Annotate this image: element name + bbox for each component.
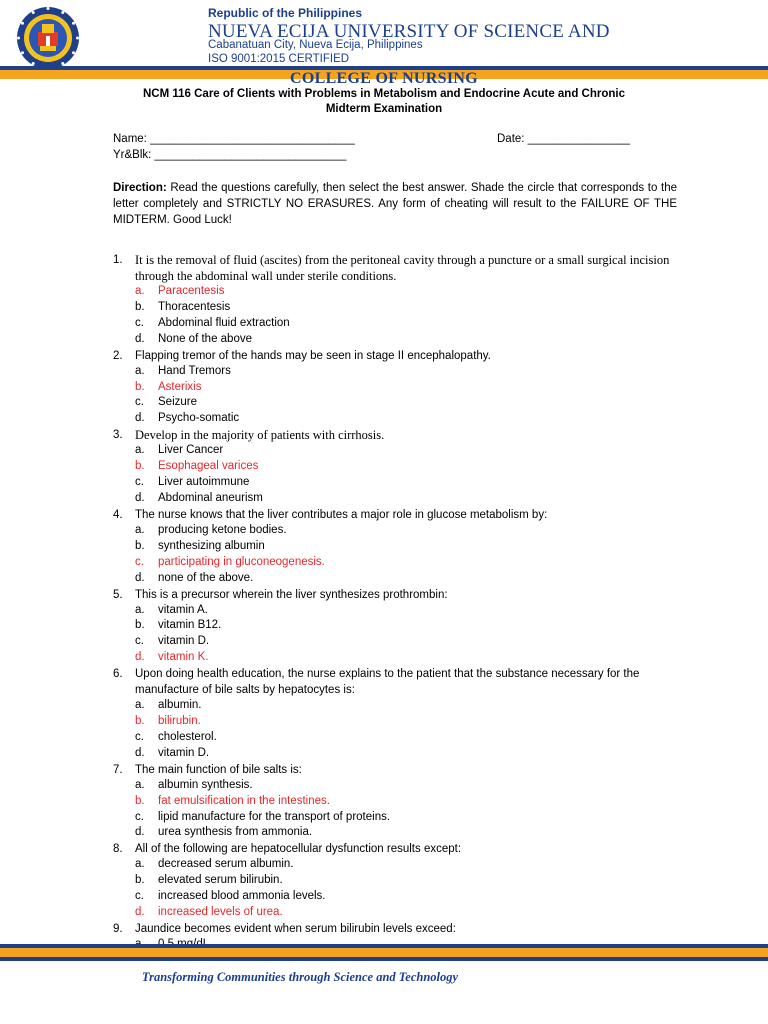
question-number: 7. — [113, 763, 123, 776]
answer-option[interactable] — [113, 603, 683, 619]
option-text: increased levels of urea. — [158, 906, 283, 919]
answer-option[interactable] — [113, 825, 683, 841]
option-text: Hand Tremors — [158, 364, 231, 377]
option-text: Seizure — [158, 396, 197, 409]
answer-option[interactable] — [113, 746, 683, 762]
option-letter: a. — [135, 699, 145, 712]
option-text: increased blood ammonia levels. — [158, 890, 326, 903]
answer-option[interactable] — [113, 459, 683, 475]
option-letter: c. — [135, 316, 144, 329]
answer-option[interactable] — [113, 778, 683, 794]
answer-option[interactable] — [113, 794, 683, 810]
answer-option[interactable] — [113, 364, 683, 380]
question-item — [113, 252, 683, 348]
question-number: 3. — [113, 429, 123, 442]
option-text: none of the above. — [158, 571, 254, 584]
option-text: lipid manufacture for the transport of proteins. — [158, 810, 391, 823]
option-letter: a. — [135, 603, 145, 616]
answer-option[interactable] — [113, 571, 683, 587]
question-item — [113, 427, 683, 507]
question-text: Develop in the majority of patients with cirrhosis. — [135, 428, 385, 443]
answer-option[interactable] — [113, 905, 683, 921]
university-name: NUEVA ECIJA UNIVERSITY OF SCIENCE AND — [208, 21, 610, 42]
question-item — [113, 666, 683, 762]
date-field[interactable]: Date: ________________ — [497, 133, 631, 145]
country-label: Republic of the Philippines — [208, 6, 363, 20]
option-letter: c. — [135, 635, 144, 648]
answer-option[interactable] — [113, 889, 683, 905]
question-number: 6. — [113, 668, 123, 681]
answer-option[interactable] — [113, 650, 683, 666]
answer-option[interactable] — [113, 491, 683, 507]
option-text: vitamin B12. — [158, 619, 222, 632]
question-stem — [113, 348, 683, 364]
question-item — [113, 348, 683, 428]
option-letter: b. — [135, 380, 145, 393]
option-text: producing ketone bodies. — [158, 523, 287, 536]
question-number: 9. — [113, 923, 123, 935]
question-text: All of the following are hepatocellular dysfunction results except: — [135, 843, 462, 856]
option-text: Paracentesis — [158, 285, 225, 297]
option-letter: b. — [135, 539, 145, 552]
question-stem — [113, 921, 683, 937]
question-text: It is the removal of fluid (ascites) from the peritoneal cavity through a puncture or a small surgical incision through the abdominal wall under sterile conditions. — [135, 253, 670, 283]
option-text: fat emulsification in the intestines. — [158, 794, 330, 807]
option-text: albumin synthesis. — [158, 778, 253, 791]
option-letter: b. — [135, 715, 145, 728]
option-text: decreased serum albumin. — [158, 858, 294, 871]
college-title: COLLEGE OF NURSING — [290, 70, 478, 87]
answer-option[interactable] — [113, 284, 683, 300]
answer-option[interactable] — [113, 873, 683, 889]
question-stem — [113, 762, 683, 778]
city-label: Cabanatuan City, Nueva Ecija, Philippines — [208, 39, 423, 51]
option-text: cholesterol. — [158, 730, 217, 743]
option-text: vitamin K. — [158, 651, 209, 664]
footer-band-orange — [0, 948, 768, 957]
question-item — [113, 507, 683, 587]
question-text: Jaundice becomes evident when serum bilirubin levels exceed: — [135, 923, 456, 935]
question-text: The nurse knows that the liver contributes a major role in glucose metabolism by: — [135, 508, 548, 521]
footer-tagline: Transforming Communities through Science and Technology — [141, 970, 459, 984]
question-number: 8. — [113, 843, 123, 856]
question-item — [113, 841, 683, 921]
answer-option[interactable] — [113, 332, 683, 348]
option-letter: b. — [135, 460, 145, 473]
answer-option[interactable] — [113, 395, 683, 411]
option-text: synthesizing albumin — [158, 539, 265, 552]
iso-certification: ISO 9001:2015 CERTIFIED — [208, 53, 350, 65]
question-stem — [113, 841, 683, 857]
university-seal-logo — [16, 6, 80, 70]
option-text: Psycho-somatic — [158, 412, 240, 425]
answer-option[interactable] — [113, 380, 683, 396]
question-number: 2. — [113, 349, 123, 362]
option-letter: a. — [135, 778, 145, 791]
option-text: None of the above — [158, 332, 252, 345]
option-text: albumin. — [158, 699, 202, 712]
answer-option[interactable] — [113, 618, 683, 634]
option-text: vitamin A. — [158, 603, 208, 616]
option-letter: a. — [135, 285, 145, 297]
option-text: Liver autoimmune — [158, 476, 250, 489]
option-letter: c. — [135, 555, 144, 568]
question-text: This is a precursor wherein the liver synthesizes prothrombin: — [135, 588, 448, 601]
option-letter: b. — [135, 874, 145, 887]
question-text: Upon doing health education, the nurse explains to the patient that the substance necessary for the manufacture of bile salts by hepatocytes is: — [135, 668, 640, 697]
question-number: 5. — [113, 588, 123, 601]
answer-option[interactable] — [113, 730, 683, 746]
direction-text: Read the questions carefully, then select the best answer. Shade the circle that corresponds to the letter completely and STRICTLY NO ERASURES. Any form of cheating will result to the FAILURE OF THE MIDTERM. Good Luck! — [113, 182, 677, 226]
option-text: Abdominal aneurism — [158, 491, 263, 504]
option-text: urea synthesis from ammonia. — [158, 826, 313, 839]
answer-option[interactable] — [113, 539, 683, 555]
answer-option[interactable] — [113, 316, 683, 332]
directions — [113, 180, 677, 228]
answer-option[interactable] — [113, 634, 683, 650]
option-text: Esophageal varices — [158, 460, 259, 473]
option-letter: c. — [135, 890, 144, 903]
option-letter: d. — [135, 746, 145, 759]
question-item — [113, 762, 683, 842]
answer-option[interactable] — [113, 300, 683, 316]
option-letter: c. — [135, 396, 144, 409]
option-text: vitamin D. — [158, 746, 210, 759]
question-number: 4. — [113, 508, 123, 521]
option-text: Thoracentesis — [158, 300, 231, 313]
option-letter: a. — [135, 364, 145, 377]
option-letter: c. — [135, 810, 144, 823]
option-letter: d. — [135, 826, 145, 839]
option-letter: d. — [135, 571, 145, 584]
question-stem — [113, 252, 683, 284]
question-stem — [113, 587, 683, 603]
option-letter: c. — [135, 730, 144, 743]
option-letter: b. — [135, 794, 145, 807]
direction-label: Direction: — [113, 182, 167, 194]
option-letter: b. — [135, 619, 145, 632]
question-list — [113, 252, 683, 953]
option-letter: a. — [135, 523, 145, 536]
option-text: Abdominal fluid extraction — [158, 316, 290, 329]
answer-option[interactable] — [113, 857, 683, 873]
yrblk-field[interactable]: Yr&Blk: ______________________________ — [113, 149, 347, 161]
option-letter: a. — [135, 858, 145, 871]
question-text: Flapping tremor of the hands may be seen in stage II encephalopathy. — [135, 349, 491, 362]
question-text: The main function of bile salts is: — [135, 763, 302, 776]
option-letter: a. — [135, 444, 145, 457]
answer-option[interactable] — [113, 475, 683, 491]
option-text: vitamin D. — [158, 635, 210, 648]
question-number: 1. — [113, 254, 123, 266]
option-letter: b. — [135, 300, 145, 313]
footer-band-navy-bottom — [0, 957, 768, 961]
answer-option[interactable] — [113, 555, 683, 571]
question-stem — [113, 666, 683, 698]
option-text: participating in gluconeogenesis. — [158, 555, 325, 568]
option-text: elevated serum bilirubin. — [158, 874, 283, 887]
question-stem — [113, 507, 683, 523]
option-letter: d. — [135, 412, 145, 425]
name-field[interactable]: Name: ________________________________ — [113, 133, 355, 145]
option-text: Asterixis — [158, 380, 202, 393]
option-text: bilirubin. — [158, 715, 201, 728]
question-stem — [113, 427, 683, 443]
option-text: Liver Cancer — [158, 444, 224, 457]
option-letter: d. — [135, 491, 145, 504]
answer-option[interactable] — [113, 698, 683, 714]
answer-option[interactable] — [113, 810, 683, 826]
option-letter: d. — [135, 651, 145, 664]
answer-option[interactable] — [113, 411, 683, 427]
answer-option[interactable] — [113, 714, 683, 730]
option-letter: d. — [135, 906, 145, 919]
option-letter: d. — [135, 332, 145, 345]
option-letter: c. — [135, 476, 144, 489]
question-item — [113, 587, 683, 667]
answer-option[interactable] — [113, 523, 683, 539]
answer-option[interactable] — [113, 443, 683, 459]
exam-title-line2: Midterm Examination — [325, 103, 443, 115]
exam-title-line1: NCM 116 Care of Clients with Problems in Metabolism and Endocrine Acute and Chronic — [142, 88, 626, 100]
